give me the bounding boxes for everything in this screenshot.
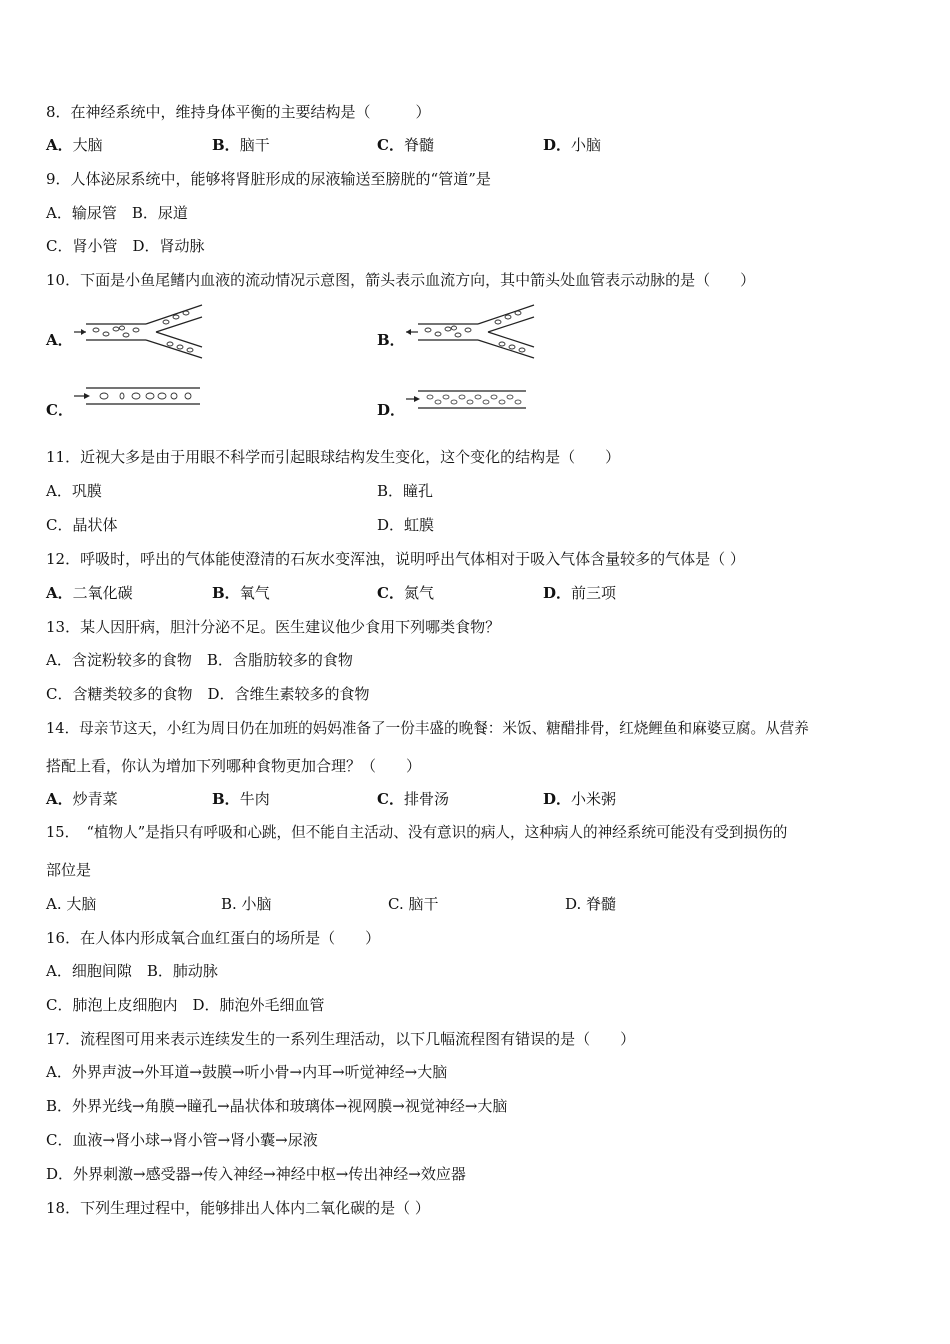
q11-option-c[interactable]: C．晶状体	[46, 516, 118, 534]
q17-option-b[interactable]: B．外界光线→角膜→瞳孔→晶状体和玻璃体→视网膜→视觉神经→大脑	[46, 1097, 508, 1115]
q13-stem: 13．某人因肝病，胆汁分泌不足。医生建议他少食用下列哪类食物？	[46, 618, 501, 636]
q10-figure-b	[404, 302, 544, 362]
q9-options-ab[interactable]: A．输尿管 B．尿道	[46, 204, 188, 222]
q15-option-c[interactable]: C. 脑干	[388, 895, 439, 913]
q11-stem: 11．近视大多是由于用眼不科学而引起眼球结构发生变化，这个变化的结构是（ ）	[46, 448, 621, 466]
q11-option-d[interactable]: D．虹膜	[377, 516, 435, 534]
q11-option-a[interactable]: A．巩膜	[46, 482, 102, 500]
q17-option-a[interactable]: A．外界声波→外耳道→鼓膜→听小骨→内耳→听觉神经→大脑	[46, 1063, 448, 1081]
q8-option-b[interactable]: B．脑干	[212, 136, 270, 154]
q12-option-c[interactable]: C．氮气	[377, 584, 434, 602]
q12-option-a[interactable]: A．二氧化碳	[46, 584, 133, 602]
q10-figure-a	[74, 302, 214, 362]
q14-option-c[interactable]: C．排骨汤	[377, 790, 449, 808]
q10-option-a[interactable]: A．	[46, 331, 73, 349]
q14-option-b[interactable]: B．牛肉	[212, 790, 270, 808]
q14-option-a[interactable]: A．炒青菜	[46, 790, 118, 808]
q10-option-b[interactable]: B．	[377, 331, 405, 349]
q11-option-b[interactable]: B．瞳孔	[377, 482, 434, 500]
q10-option-d[interactable]: D．	[377, 401, 406, 419]
q8-stem: 8．在神经系统中，维持身体平衡的主要结构是（ ）	[46, 103, 431, 121]
q15-stem-line1: 15． “植物人”是指只有呼吸和心跳，但不能自主活动、没有意识的病人，这种病人的神经系统可能没有受到损伤的	[46, 824, 788, 841]
q14-stem-line1: 14．母亲节这天，小红为周日仍在加班的妈妈准备了一份丰盛的晚餐：米饭、糖醋排骨，红烧鲤鱼和麻婆豆腐。从营养	[46, 720, 809, 737]
q12-stem: 12．呼吸时，呼出的气体能使澄清的石灰水变浑浊，说明呼出气体相对于吸入气体含量较多的气体是（ ）	[46, 550, 745, 568]
q9-stem: 9．人体泌尿系统中，能够将肾脏形成的尿液输送至膀胱的“管道”是	[46, 170, 491, 188]
q13-options-cd[interactable]: C．含糖类较多的食物 D．含维生素较多的食物	[46, 685, 370, 703]
q8-option-c[interactable]: C．脊髓	[377, 136, 434, 154]
q8-option-d[interactable]: D．小脑	[543, 136, 602, 154]
q17-stem: 17．流程图可用来表示连续发生的一系列生理活动，以下几幅流程图有错误的是（ ）	[46, 1030, 636, 1048]
q14-stem-line2: 搭配上看，你认为增加下列哪种食物更加合理？（ ）	[46, 757, 422, 775]
q14-option-d[interactable]: D．小米粥	[543, 790, 617, 808]
q16-options-ab[interactable]: A．细胞间隙 B．肺动脉	[46, 962, 218, 980]
q10-figure-d	[404, 388, 530, 412]
q9-options-cd[interactable]: C．肾小管 D．肾动脉	[46, 237, 205, 255]
q10-stem: 10．下面是小鱼尾鳍内血液的流动情况示意图，箭头表示血流方向，其中箭头处血管表示动脉的是（ ）	[46, 271, 756, 289]
q13-options-ab[interactable]: A．含淀粉较多的食物 B．含脂肪较多的食物	[46, 651, 353, 669]
q16-stem: 16．在人体内形成氧合血红蛋白的场所是（ ）	[46, 929, 381, 947]
q17-option-c[interactable]: C．血液→肾小球→肾小管→肾小囊→尿液	[46, 1131, 318, 1149]
q12-option-d[interactable]: D．前三项	[543, 584, 617, 602]
q17-option-d[interactable]: D．外界刺激→感受器→传入神经→神经中枢→传出神经→效应器	[46, 1165, 466, 1183]
q10-option-c[interactable]: C．	[46, 401, 73, 419]
q16-options-cd[interactable]: C．肺泡上皮细胞内 D．肺泡外毛细血管	[46, 996, 325, 1014]
q15-option-a[interactable]: A. 大脑	[46, 895, 97, 913]
q15-option-b[interactable]: B. 小脑	[221, 895, 272, 913]
q18-stem: 18．下列生理过程中，能够排出人体内二氧化碳的是（ ）	[46, 1199, 430, 1217]
q12-option-b[interactable]: B．氧气	[212, 584, 270, 602]
q8-option-a[interactable]: A．大脑	[46, 136, 103, 154]
q15-option-d[interactable]: D. 脊髓	[565, 895, 617, 913]
q15-stem-line2: 部位是	[46, 861, 92, 879]
q10-figure-c	[74, 384, 204, 410]
